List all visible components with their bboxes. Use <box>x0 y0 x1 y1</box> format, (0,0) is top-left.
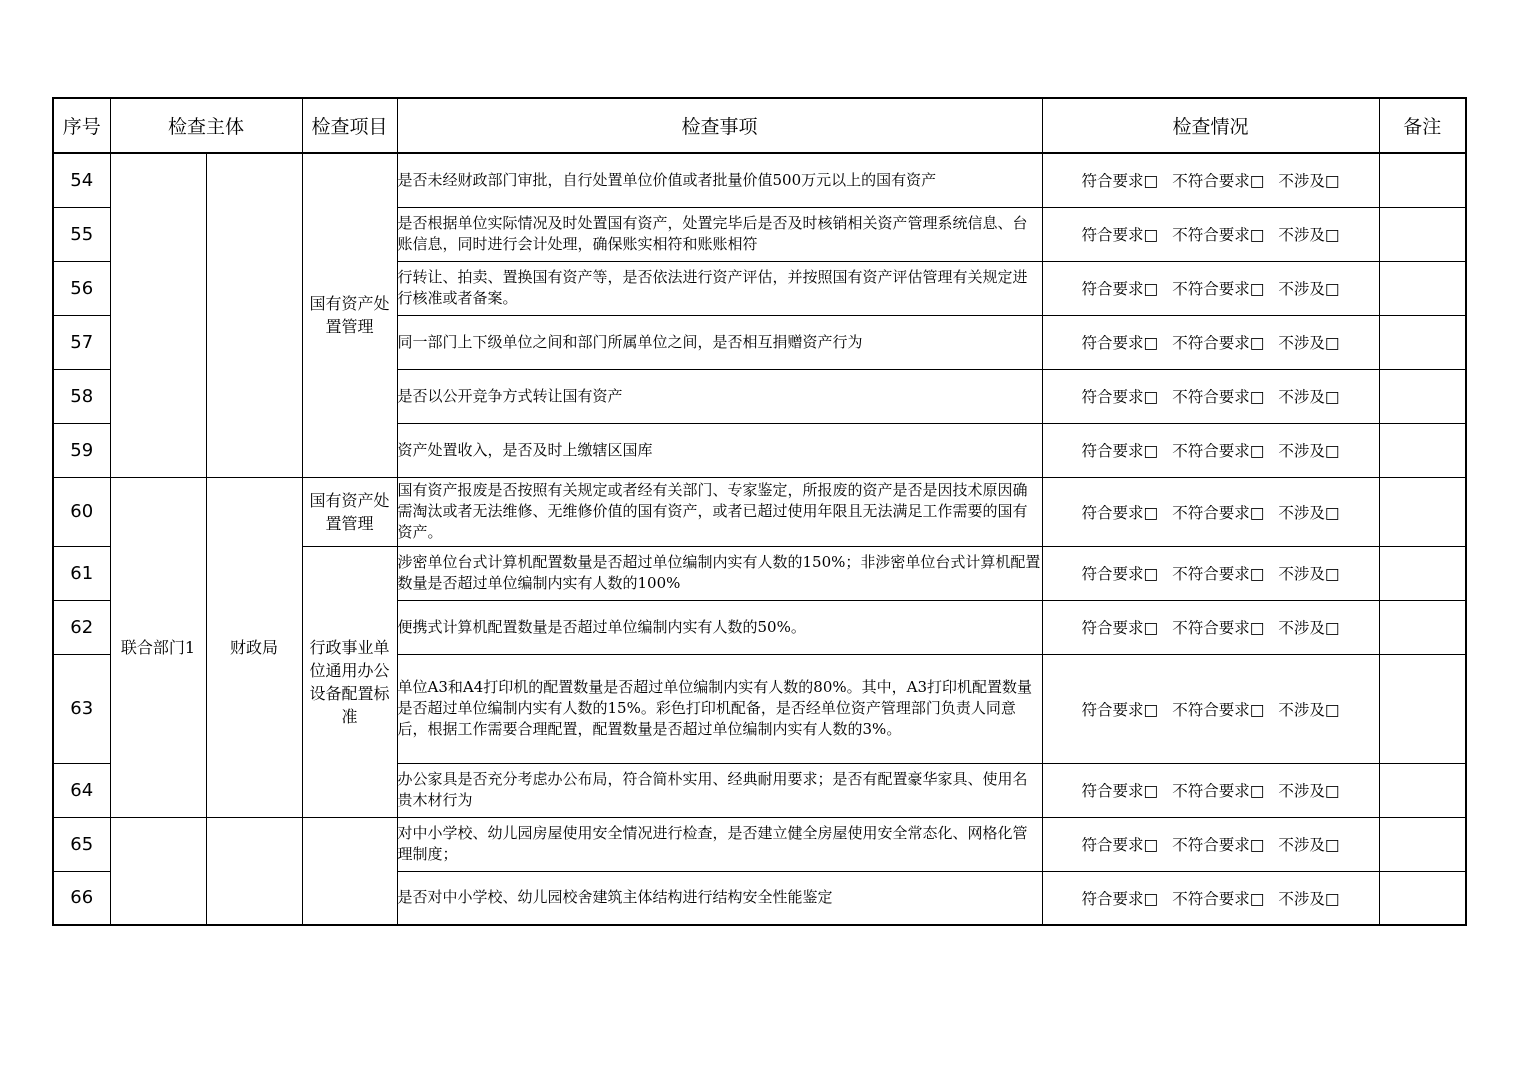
option-noncompliant[interactable]: 不符合要求□ <box>1172 619 1265 637</box>
option-compliant[interactable]: 符合要求□ <box>1081 442 1159 460</box>
option-not-applicable[interactable]: 不涉及□ <box>1278 334 1340 352</box>
item-cell-disposal-b: 国有资产处置管理 <box>302 477 397 546</box>
option-noncompliant[interactable]: 不符合要求□ <box>1172 334 1265 352</box>
row-remark[interactable] <box>1379 315 1466 369</box>
header-row <box>53 98 1466 153</box>
option-compliant[interactable]: 符合要求□ <box>1081 226 1159 244</box>
row-status <box>1042 763 1379 817</box>
row-status <box>1042 546 1379 600</box>
row-matter: 便携式计算机配置数量是否超过单位编制内实有人数的50%。 <box>397 600 1042 654</box>
item-cell-office-equipment: 行政事业单位通用办公设备配置标准 <box>302 546 397 817</box>
option-noncompliant[interactable]: 不符合要求□ <box>1172 889 1265 908</box>
option-compliant[interactable]: 符合要求□ <box>1081 565 1159 583</box>
item-cell-disposal: 国有资产处置管理 <box>302 153 397 477</box>
header-seq: 序号 <box>53 98 110 153</box>
row-seq: 65 <box>53 817 110 871</box>
row-matter: 资产处置收入，是否及时上缴辖区国库 <box>397 423 1042 477</box>
row-status <box>1042 261 1379 315</box>
option-noncompliant[interactable]: 不符合要求□ <box>1172 226 1265 244</box>
option-compliant[interactable]: 符合要求□ <box>1081 619 1159 637</box>
row-remark[interactable] <box>1379 817 1466 871</box>
row-matter: 同一部门上下级单位之间和部门所属单位之间，是否相互捐赠资产行为 <box>397 315 1042 369</box>
header-remark: 备注 <box>1379 98 1466 153</box>
option-not-applicable[interactable]: 不涉及□ <box>1278 442 1340 460</box>
row-matter: 是否未经财政部门审批，自行处置单位价值或者批量价值500万元以上的国有资产 <box>397 153 1042 207</box>
row-seq: 66 <box>53 871 110 925</box>
subject-cell-col2-continued <box>206 817 302 925</box>
row-matter: 单位A3和A4打印机的配置数量是否超过单位编制内实有人数的80%。其中，A3打印机配置数量是否超过单位编制内实有人数的15%。彩色打印机配备，是否经单位资产管理部门负责人同意后，根据工作需要合理配置，配置数量是否超过单位编制内实有人数的3%。 <box>397 654 1042 763</box>
option-not-applicable[interactable]: 不涉及□ <box>1278 226 1340 244</box>
row-remark[interactable] <box>1379 546 1466 600</box>
option-compliant[interactable]: 符合要求□ <box>1081 700 1159 719</box>
row-seq: 64 <box>53 763 110 817</box>
option-not-applicable[interactable]: 不涉及□ <box>1278 172 1340 191</box>
option-not-applicable[interactable]: 不涉及□ <box>1278 565 1340 583</box>
row-status <box>1042 817 1379 871</box>
option-not-applicable[interactable]: 不涉及□ <box>1278 280 1340 298</box>
row-seq: 59 <box>53 423 110 477</box>
row-seq: 56 <box>53 261 110 315</box>
option-noncompliant[interactable]: 不符合要求□ <box>1172 565 1265 583</box>
option-compliant[interactable]: 符合要求□ <box>1081 280 1159 298</box>
subject-cell-col1-continued <box>110 817 206 925</box>
row-status <box>1042 423 1379 477</box>
row-seq: 61 <box>53 546 110 600</box>
header-matter: 检查事项 <box>397 98 1042 153</box>
option-not-applicable[interactable]: 不涉及□ <box>1278 700 1340 719</box>
row-remark[interactable] <box>1379 600 1466 654</box>
option-noncompliant[interactable]: 不符合要求□ <box>1172 280 1265 298</box>
table-row <box>53 817 1466 871</box>
row-seq: 55 <box>53 207 110 261</box>
row-matter: 是否以公开竞争方式转让国有资产 <box>397 369 1042 423</box>
row-matter: 涉密单位台式计算机配置数量是否超过单位编制内实有人数的150%；非涉密单位台式计算机配置数量是否超过单位编制内实有人数的100% <box>397 546 1042 600</box>
option-noncompliant[interactable]: 不符合要求□ <box>1172 700 1265 719</box>
option-not-applicable[interactable]: 不涉及□ <box>1278 619 1340 637</box>
option-not-applicable[interactable]: 不涉及□ <box>1278 782 1340 800</box>
subject-finance-bureau: 财政局 <box>206 477 302 817</box>
option-compliant[interactable]: 符合要求□ <box>1081 836 1159 854</box>
option-noncompliant[interactable]: 不符合要求□ <box>1172 782 1265 800</box>
row-matter: 对中小学校、幼儿园房屋使用安全情况进行检查，是否建立健全房屋使用安全常态化、网格化管理制度； <box>397 817 1042 871</box>
row-matter: 是否根据单位实际情况及时处置国有资产，处置完毕后是否及时核销相关资产管理系统信息、台账信息，同时进行会计处理，确保账实相符和账账相符 <box>397 207 1042 261</box>
row-status <box>1042 654 1379 763</box>
row-seq: 62 <box>53 600 110 654</box>
row-status <box>1042 871 1379 925</box>
row-status <box>1042 315 1379 369</box>
subject-joint-department: 联合部门1 <box>110 477 206 817</box>
option-not-applicable[interactable]: 不涉及□ <box>1278 388 1340 406</box>
option-compliant[interactable]: 符合要求□ <box>1081 172 1159 191</box>
header-item: 检查项目 <box>302 98 397 153</box>
row-remark[interactable] <box>1379 763 1466 817</box>
row-remark[interactable] <box>1379 153 1466 207</box>
header-subject: 检查主体 <box>110 98 302 153</box>
option-compliant[interactable]: 符合要求□ <box>1081 782 1159 800</box>
option-noncompliant[interactable]: 不符合要求□ <box>1172 503 1265 522</box>
row-remark[interactable] <box>1379 654 1466 763</box>
option-noncompliant[interactable]: 不符合要求□ <box>1172 442 1265 460</box>
option-not-applicable[interactable]: 不涉及□ <box>1278 889 1340 908</box>
row-remark[interactable] <box>1379 369 1466 423</box>
subject-cell-col2 <box>206 153 302 477</box>
row-remark[interactable] <box>1379 423 1466 477</box>
subject-cell-col1 <box>110 153 206 477</box>
row-remark[interactable] <box>1379 207 1466 261</box>
option-compliant[interactable]: 符合要求□ <box>1081 388 1159 406</box>
table-row <box>53 153 1466 207</box>
row-matter: 行转让、拍卖、置换国有资产等，是否依法进行资产评估，并按照国有资产评估管理有关规定进行核准或者备案。 <box>397 261 1042 315</box>
row-status <box>1042 153 1379 207</box>
row-matter: 办公家具是否充分考虑办公布局，符合简朴实用、经典耐用要求；是否有配置豪华家具、使用名贵木材行为 <box>397 763 1042 817</box>
header-status: 检查情况 <box>1042 98 1379 153</box>
row-seq: 60 <box>53 477 110 546</box>
table-row <box>53 477 1466 546</box>
option-not-applicable[interactable]: 不涉及□ <box>1278 836 1340 854</box>
row-seq: 54 <box>53 153 110 207</box>
option-not-applicable[interactable]: 不涉及□ <box>1278 503 1340 522</box>
inspection-table <box>52 97 1467 926</box>
option-noncompliant[interactable]: 不符合要求□ <box>1172 836 1265 854</box>
row-seq: 58 <box>53 369 110 423</box>
item-cell-continued <box>302 817 397 925</box>
option-noncompliant[interactable]: 不符合要求□ <box>1172 172 1265 191</box>
option-compliant[interactable]: 符合要求□ <box>1081 503 1159 522</box>
option-noncompliant[interactable]: 不符合要求□ <box>1172 388 1265 406</box>
row-seq: 63 <box>53 654 110 763</box>
row-status <box>1042 369 1379 423</box>
row-remark[interactable] <box>1379 477 1466 546</box>
row-seq: 57 <box>53 315 110 369</box>
row-status <box>1042 477 1379 546</box>
row-matter: 国有资产报废是否按照有关规定或者经有关部门、专家鉴定，所报废的资产是否是因技术原因确需淘汰或者无法维修、无维修价值的国有资产，或者已超过使用年限且无法满足工作需要的国有资产。 <box>397 477 1042 546</box>
row-status <box>1042 207 1379 261</box>
row-remark[interactable] <box>1379 871 1466 925</box>
row-status <box>1042 600 1379 654</box>
row-remark[interactable] <box>1379 261 1466 315</box>
option-compliant[interactable]: 符合要求□ <box>1081 889 1159 908</box>
row-matter: 是否对中小学校、幼儿园校舍建筑主体结构进行结构安全性能鉴定 <box>397 871 1042 925</box>
option-compliant[interactable]: 符合要求□ <box>1081 334 1159 352</box>
